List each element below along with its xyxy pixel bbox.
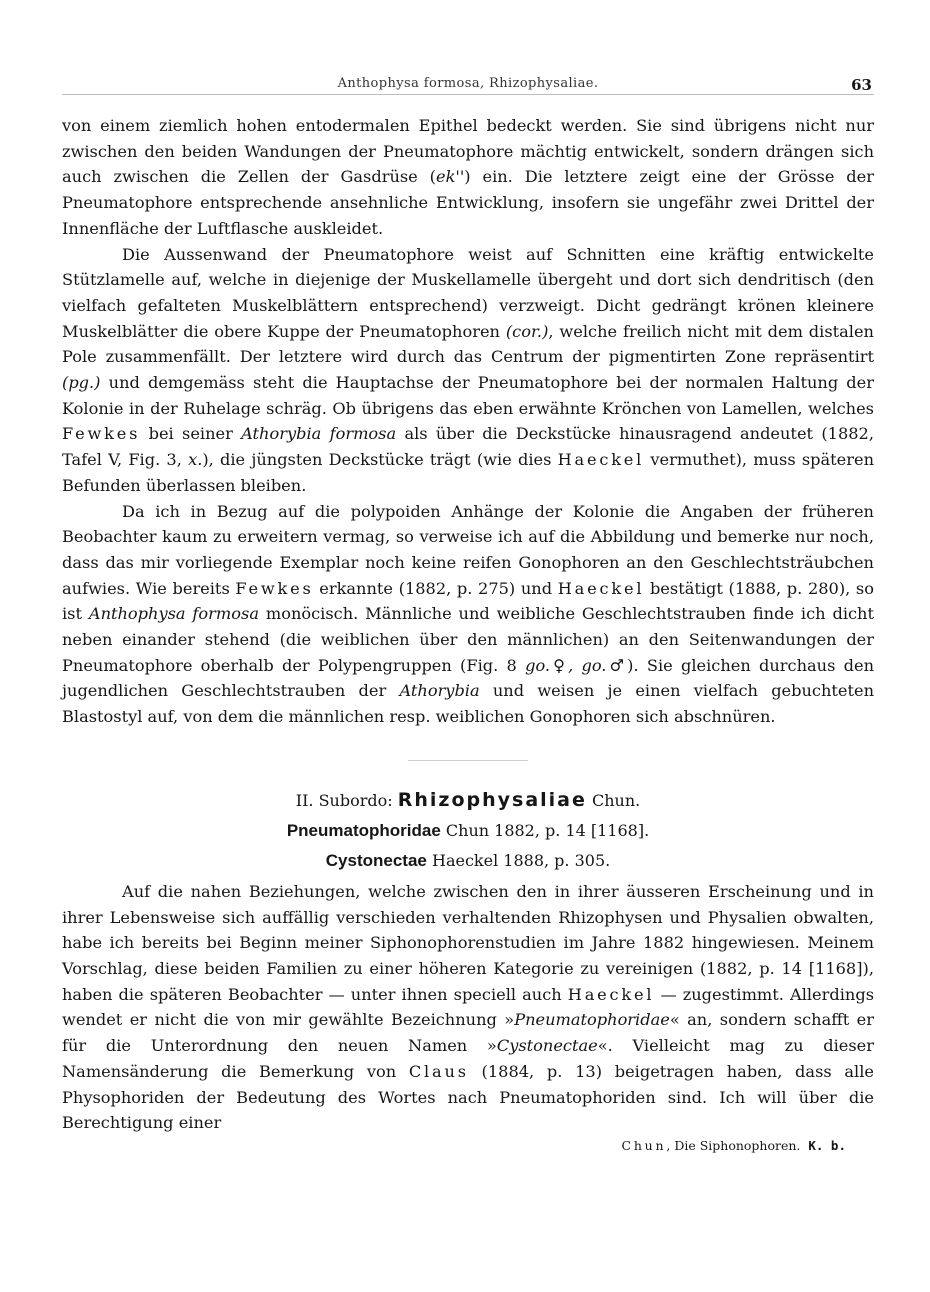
italic-term: go.♀, go.♂ xyxy=(525,655,628,675)
page xyxy=(62,70,874,1153)
running-head xyxy=(62,70,874,95)
italic-term: Cystonectae xyxy=(496,1036,598,1056)
author-name: Haeckel xyxy=(557,450,645,470)
italic-term: Athorybia formosa xyxy=(241,424,397,444)
text-run: bestätigt (1888, p. 280), so ist xyxy=(62,578,874,624)
author-name: Fewkes xyxy=(62,424,141,444)
synonym-heading-1 xyxy=(62,821,874,841)
text-run: und weisen je einen vielfach gebuchteten Blastostyl auf, von dem die männlichen resp. weiblichen Gonophoren sich abschnüren. xyxy=(62,681,875,727)
footer-work: , Die Siphonophoren. xyxy=(666,1137,801,1153)
italic-term: Pneumatophoridae xyxy=(514,1010,670,1030)
page-number: 63 xyxy=(851,76,872,94)
footer-author: Chun xyxy=(621,1137,667,1153)
text-run: «. Vielleicht mag zu dieser Namensänderung die Bemerkung von xyxy=(62,1036,874,1081)
text-run: erkannte (1882, p. 275) und xyxy=(313,578,558,598)
paragraph-2 xyxy=(62,242,874,499)
text-run: (1884, p. 13) beigetragen haben, dass alle Physophoriden der Bedeutung des Wortes nach Pneumatophoriden sind. Ich will über die Berechtigung einer xyxy=(62,1061,874,1133)
text-run: als über die Deckstücke hinausragend andeutet (1882, Tafel V, Fig. 3, xyxy=(62,424,874,470)
synonym-heading-2 xyxy=(62,851,874,871)
text-run: monöcisch. Männliche und weibliche Geschlechtstrauben finde ich dicht neben einander stehend (die weiblichen über den männlichen) an den Seitenwandungen der Pneumatophore oberhalb der Polypengruppen (Fig. 8 xyxy=(62,604,874,675)
printer-signature: K. b. xyxy=(808,1137,846,1153)
italic-term: Athorybia xyxy=(399,681,480,701)
paragraph-4 xyxy=(62,879,874,1136)
heading-author: Chun. xyxy=(591,790,641,810)
section-heading xyxy=(62,789,874,811)
section-divider xyxy=(408,760,528,761)
text-run: von einem ziemlich hohen entodermalen Epithel bedeckt werden. Sie sind übrigens nicht nur zwischen den beiden Wandungen der Pneumatophore mächtig entwickelt, sondern drängen sich auch zwischen die Zellen der Gasdrüse ( xyxy=(62,116,874,187)
italic-term: Anthophysa formosa xyxy=(88,604,259,624)
signature-line xyxy=(62,1138,874,1153)
synonym-reference: Haeckel 1888, p. 305. xyxy=(431,850,611,870)
text-run: bei seiner xyxy=(140,424,242,444)
text-run: Da ich in Bezug auf die polypoiden Anhänge der Kolonie die Angaben der früheren Beobachter kaum zu erweitern vermag, so verweise ich auf die Abbildung und bemerke nur noch, dass das mir vorliegende Exemplar noch keine reifen Gonophoren an den Geschlechtsträubchen aufwies. Wie bereits xyxy=(62,501,874,598)
text-run: vermuthet), muss späteren Befunden überlassen bleiben. xyxy=(62,450,874,495)
text-run: « an, sondern schafft er für die Unterordnung den neuen Namen » xyxy=(62,1010,874,1056)
running-title: Anthophysa formosa, Rhizophysaliae. xyxy=(337,76,599,91)
text-run: , welche freilich nicht mit dem distalen Pole zusammenfällt. Der letztere wird durch das Centrum der pigmentirten Zone repräsentirt xyxy=(62,321,874,367)
heading-prefix: II. Subordo: xyxy=(295,790,393,810)
body-text xyxy=(62,113,874,1153)
text-run: Auf die nahen Beziehungen, welche zwischen den in ihrer äusseren Erscheinung und in ihrer Lebensweise sich auffällig verschieden verhaltenden Rhizophysen und Physalien obwalten, habe ich bereits bei Beginn meiner Siphonophorenstudien im Jahre 1882 hingewiesen. Meinem Vorschlag, diese beiden Familien zu einer höheren Kategorie zu vereinigen (1882, p. 14 [1168]), haben die späteren Beobachter — unter ihnen speciell auch xyxy=(62,881,874,1004)
text-run: ). Sie gleichen durchaus den jugendlichen Geschlechtstrauben der xyxy=(62,655,875,701)
synonym-reference: Chun 1882, p. 14 [1168]. xyxy=(445,820,650,840)
paragraph-1 xyxy=(62,113,874,242)
synonym-name: Pneumatophoridae xyxy=(286,820,441,840)
paragraph-3 xyxy=(62,499,874,730)
text-run: ) ein. Die letztere zeigt eine der Grösse der Pneumatophore entsprechende ansehnliche Entwicklung, insofern sie ungefähr zwei Drittel der Innenfläche der Luftflasche auskleidet. xyxy=(62,167,874,238)
italic-term: (cor.) xyxy=(505,321,549,341)
text-run: ), die jüngsten Deckstücke trägt (wie dies xyxy=(202,450,558,470)
italic-term: x. xyxy=(188,450,203,470)
heading-taxon: Rhizophysaliae xyxy=(397,788,587,811)
author-name: Haeckel xyxy=(557,578,645,598)
italic-term: (pg.) xyxy=(62,373,101,393)
text-run: und demgemäss steht die Hauptachse der Pneumatophore bei der normalen Haltung der Kolonie in der Ruhelage schräg. Ob übrigens das eben erwähnte Krönchen von Lamellen, welches xyxy=(62,373,874,418)
author-name: Haeckel xyxy=(567,984,655,1004)
text-run: — zugestimmt. Allerdings wendet er nicht die von mir gewählte Bezeichnung » xyxy=(62,984,875,1030)
author-name: Claus xyxy=(408,1061,469,1081)
author-name: Fewkes xyxy=(235,578,314,598)
text-run: Die Aussenwand der Pneumatophore weist auf Schnitten eine kräftig entwickelte Stützlamelle auf, welche in diejenige der Muskellamelle übergeht und dort sich dendritisch (den vielfach gefalteten Muskelblättern entsprechend) verzweigt. Dicht gedrängt krönen kleinere Muskelblätter die obere Kuppe der Pneumatophoren xyxy=(62,244,874,341)
italic-term: ek'' xyxy=(435,167,465,187)
synonym-name: Cystonectae xyxy=(325,850,427,870)
